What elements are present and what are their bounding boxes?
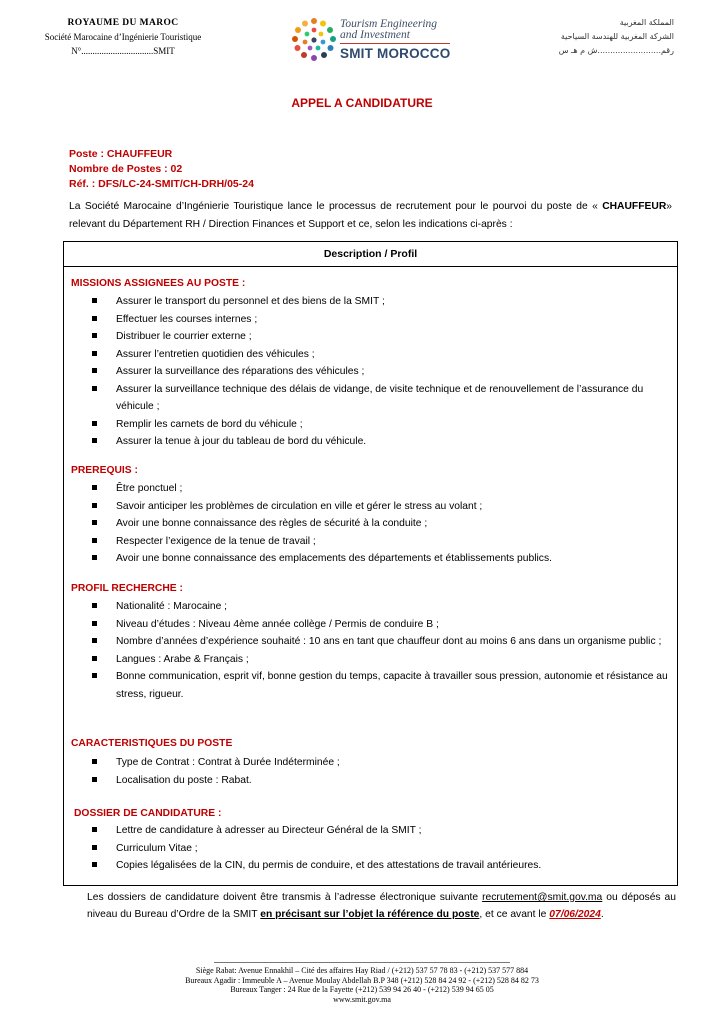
- list-item-text: Assurer la tenue à jour du tableau de bord du véhicule.: [116, 436, 367, 447]
- intro-position-bold: CHAUFFEUR: [602, 201, 667, 212]
- recruitment-email-link[interactable]: recrutement@smit.gov.ma: [482, 892, 603, 903]
- closing-text-4: .: [600, 909, 604, 920]
- list-item-text: Type de Contrat : Contrat à Durée Indéterminée ;: [116, 757, 340, 768]
- footer-agadir: Bureaux Agadir : Immeuble A – Avenue Moulay Abdellah B.P 348 (+212) 528 84 24 92 - (+212) 528 84 82 73: [185, 975, 539, 985]
- list-item: [64, 381, 674, 416]
- page-title: APPEL A CANDIDATURE: [291, 96, 433, 110]
- company-name-ar: الشركة المغربية للهندسة السياحية: [560, 32, 674, 41]
- list-item-text: Être ponctuel ;: [116, 483, 183, 494]
- bullet-icon: [92, 520, 97, 525]
- footer-tanger: Bureaux Tanger : 24 Rue de la Fayette (+212) 539 94 26 40 - (+212) 539 94 65 05: [230, 985, 494, 994]
- reference-number-fr: N°................................SMIT: [71, 46, 175, 56]
- list-item-text: Niveau d’études : Niveau 4ème année collège / Permis de conduire B ;: [116, 618, 439, 630]
- bullet-icon: [92, 538, 97, 543]
- section-title-profil: PROFIL RECHERCHE :: [71, 583, 183, 594]
- list-item-text: Curriculum Vitae ;: [116, 842, 198, 854]
- bullet-icon: [92, 621, 97, 626]
- header-left-block: [22, 16, 224, 58]
- list-item-text: Avoir une bonne connaissance des emplacements des départements et établissements publics.: [116, 553, 552, 564]
- list-item: [64, 550, 674, 568]
- closing-paragraph: [87, 889, 676, 923]
- bullet-icon: [92, 333, 97, 338]
- list-item-text: Assurer le transport du personnel et des biens de la SMIT ;: [116, 296, 385, 307]
- section-title-caracteristiques: CARACTERISTIQUES DU POSTE: [71, 738, 233, 749]
- closing-text-1: Les dossiers de candidature doivent être transmis à l’adresse électronique suivante: [87, 892, 483, 903]
- closing-reference-instruction: en précisant sur l’objet la référence du poste: [260, 909, 480, 920]
- bullet-icon: [92, 827, 97, 832]
- bullet-icon: [92, 656, 97, 661]
- footer-rabat: Siège Rabat: Avenue Ennakhil – Cité des affaires Hay Riad / (+212) 537 57 78 83 - (+212) 537 577 884: [195, 966, 529, 975]
- logo-tagline-1: Tourism Engineering: [340, 18, 438, 30]
- list-item-text: Distribuer le courrier externe ;: [116, 331, 252, 342]
- list-item: [64, 857, 674, 875]
- section-title-missions: MISSIONS ASSIGNEES AU POSTE :: [71, 278, 246, 289]
- box-title: Description / Profil: [64, 242, 677, 267]
- list-item: [64, 498, 674, 516]
- logo-divider: [340, 43, 450, 44]
- list-item: [64, 616, 674, 634]
- list-item-text: Respecter l’exigence de la tenue de travail ;: [116, 535, 316, 547]
- list-item: [64, 515, 674, 533]
- caracteristiques-list: [64, 754, 674, 789]
- position-info: [69, 147, 254, 192]
- intro-paragraph: [69, 198, 672, 234]
- list-item: [64, 598, 674, 616]
- closing-text-2: ou déposés au niveau du Bureau d’Ordre de la SMIT: [87, 892, 676, 920]
- list-item-text: Assurer la surveillance des réparations des véhicules ;: [116, 366, 365, 377]
- bullet-icon: [92, 555, 97, 560]
- description-profile-box: [63, 241, 678, 886]
- logo-brand-name: SMIT MOROCCO: [340, 46, 451, 61]
- section-title-dossier: DOSSIER DE CANDIDATURE :: [74, 808, 222, 819]
- intro-text-1: La Société Marocaine d’Ingénierie Touristique lance le processus de recrutement pour le pourvoi du poste de «: [69, 201, 603, 212]
- list-item-text: Lettre de candidature à adresser au Directeur Général de la SMIT ;: [116, 825, 422, 836]
- list-item-text: Remplir les carnets de bord du véhicule ;: [116, 418, 303, 430]
- list-item: [64, 433, 674, 451]
- bullet-icon: [92, 316, 97, 321]
- smit-logo-icon: [290, 16, 338, 64]
- bullet-icon: [92, 777, 97, 782]
- bullet-icon: [92, 603, 97, 608]
- list-item-text: Assurer la surveillance technique des délais de vidange, de visite technique et de renouvellement de l’assurance du véhicule ;: [116, 383, 644, 412]
- list-item: [64, 311, 674, 329]
- list-item: [64, 772, 674, 790]
- list-item: [64, 754, 674, 772]
- position-name: Poste : CHAUFFEUR: [69, 148, 173, 160]
- list-item: [64, 668, 674, 703]
- list-item: [64, 363, 674, 381]
- position-reference: Réf. : DFS/LC-24-SMIT/CH-DRH/05-24: [69, 178, 254, 190]
- kingdom-title: ROYAUME DU MAROC: [67, 18, 179, 28]
- deadline-date: 07/06/2024: [549, 909, 601, 920]
- profil-list: [64, 598, 674, 703]
- list-item-text: Localisation du poste : Rabat.: [116, 774, 252, 786]
- list-item-text: Bonne communication, esprit vif, bonne gestion du temps, capacite à travailler sous pression, autonomie et résistance au stress, rigueur.: [116, 671, 668, 700]
- bullet-icon: [92, 845, 97, 850]
- list-item: [64, 633, 674, 651]
- dossier-list: [64, 822, 674, 875]
- bullet-icon: [92, 673, 97, 678]
- list-item: [64, 328, 674, 346]
- list-item: [64, 840, 674, 858]
- kingdom-title-ar: المملكة المغربية: [619, 18, 674, 27]
- header-right-block: [514, 16, 674, 58]
- intro-text-2: » relevant du Département RH / Direction Finances et Support et ce, selon les indications ci-après :: [69, 201, 672, 230]
- reference-number-ar: رقم.........................ش م هـ س: [558, 46, 674, 55]
- list-item-text: Avoir une bonne connaissance des règles de sécurité à la conduite ;: [116, 518, 428, 529]
- bullet-icon: [92, 759, 97, 764]
- position-count: Nombre de Postes : 02: [69, 163, 183, 175]
- bullet-icon: [92, 438, 97, 443]
- footer-divider: [214, 962, 510, 963]
- footer-addresses: [0, 966, 724, 1004]
- list-item-text: Copies légalisées de la CIN, du permis de conduire, et des attestations de travail antérieures.: [116, 860, 542, 871]
- list-item-text: Nombre d’années d’expérience souhaité : 10 ans en tant que chauffeur dont au moins 6 ans dans un organisme public ;: [116, 636, 662, 647]
- bullet-icon: [92, 503, 97, 508]
- missions-list: [64, 293, 674, 451]
- bullet-icon: [92, 368, 97, 373]
- list-item: [64, 651, 674, 669]
- smit-logo: [290, 14, 450, 66]
- list-item: [64, 822, 674, 840]
- logo-tagline-2: and Investment: [340, 29, 410, 41]
- list-item: [64, 533, 674, 551]
- footer-website[interactable]: www.smit.gov.ma: [333, 994, 391, 1004]
- list-item: [64, 346, 674, 364]
- prerequis-list: [64, 480, 674, 568]
- closing-text-3: , et ce avant le: [479, 909, 550, 920]
- list-item: [64, 293, 674, 311]
- bullet-icon: [92, 638, 97, 643]
- bullet-icon: [92, 386, 97, 391]
- bullet-icon: [92, 421, 97, 426]
- bullet-icon: [92, 862, 97, 867]
- list-item-text: Effectuer les courses internes ;: [116, 313, 258, 325]
- list-item: [64, 416, 674, 434]
- company-name-fr: Société Marocaine d’Ingénierie Touristique: [44, 32, 202, 42]
- section-title-prerequis: PREREQUIS :: [71, 465, 138, 476]
- list-item-text: Savoir anticiper les problèmes de circulation en ville et gérer le stress au volant ;: [116, 500, 483, 512]
- list-item-text: Assurer l’entretien quotidien des véhicules ;: [116, 348, 315, 360]
- bullet-icon: [92, 485, 97, 490]
- bullet-icon: [92, 351, 97, 356]
- list-item-text: Langues : Arabe & Français ;: [116, 653, 249, 665]
- list-item: [64, 480, 674, 498]
- list-item-text: Nationalité : Marocaine ;: [116, 601, 228, 612]
- bullet-icon: [92, 298, 97, 303]
